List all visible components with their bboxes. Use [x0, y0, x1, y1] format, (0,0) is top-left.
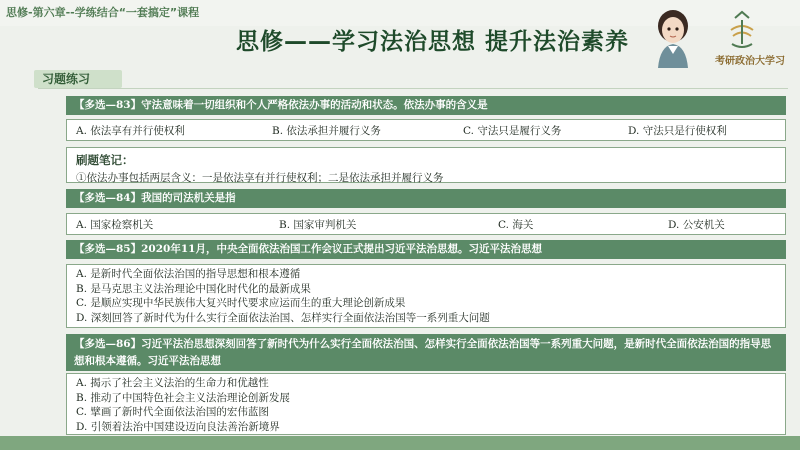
- option-a[interactable]: A. 揭示了社会主义法治的生命力和优越性: [76, 377, 269, 389]
- option-d[interactable]: D. 引领着法治中国建设迈向良法善治新境界: [76, 420, 280, 433]
- option-c[interactable]: C. 是顺应实现中华民族伟大复兴时代要求应运而生的重大理论创新成果: [76, 297, 406, 309]
- option-d[interactable]: D. 深刻回答了新时代为什么实行全面依法治国、怎样实行全面依法治国等一系列重大问题: [76, 311, 490, 324]
- footer-band: [0, 436, 800, 450]
- question-stem: 【多选—84】我国的司法机关是指: [66, 189, 786, 208]
- options-box: [66, 264, 786, 328]
- note-title: 刷题笔记：: [76, 153, 134, 167]
- option-b[interactable]: B. 是马克思主义法治理论中国化时代化的最新成果: [76, 282, 311, 295]
- option-d[interactable]: D. 守法只是行使权利: [628, 125, 727, 137]
- option-a[interactable]: A. 是新时代全面依法治国的指导思想和根本遵循: [76, 268, 301, 280]
- options-box: [66, 373, 786, 435]
- option-b[interactable]: B. 国家审判机关: [279, 219, 357, 231]
- question-stem: 【多选—85】2020年11月，中央全面依法治国工作会议正式提出习近平法治思想。习近平法治思想: [66, 240, 786, 259]
- option-b[interactable]: B. 推动了中国特色社会主义法治理论创新发展: [76, 391, 290, 404]
- note-text: ①依法办事包括两层含义：一是依法享有并行使权利；二是依法承担并履行义务: [76, 172, 444, 184]
- avatar: [650, 6, 696, 68]
- question-stem: 【多选—83】守法意味着一切组织和个人严格依法办事的活动和状态。依法办事的含义是: [66, 96, 786, 115]
- section-divider: [38, 88, 788, 89]
- options-box: [66, 213, 786, 235]
- option-d[interactable]: D. 公安机关: [668, 219, 725, 231]
- brand-name: 考研政治大学习: [715, 56, 785, 67]
- option-a[interactable]: A. 国家检察机关: [76, 219, 154, 231]
- option-c[interactable]: C. 守法只是履行义务: [463, 125, 562, 137]
- option-b[interactable]: B. 依法承担并履行义务: [272, 125, 381, 137]
- option-c[interactable]: C. 海关: [498, 219, 534, 231]
- section-label: 习题练习: [34, 70, 122, 88]
- page-title: 思修——学习法治思想 提升法治素养: [236, 29, 630, 55]
- question-stem: 【多选—86】习近平法治思想深刻回答了新时代为什么实行全面依法治国、怎样实行全面依法治国等一系列重大问题，是新时代全面依法治国的指导思想和根本遵循。习近平法治思想: [66, 334, 786, 371]
- option-a[interactable]: A. 依法享有并行使权利: [76, 125, 185, 137]
- notes-box: [66, 147, 786, 183]
- options-box: [66, 119, 786, 141]
- course-title: 思修-第六章--学练结合“一套搞定”课程: [6, 6, 200, 19]
- option-c[interactable]: C. 擘画了新时代全面依法治国的宏伟蓝图: [76, 406, 269, 418]
